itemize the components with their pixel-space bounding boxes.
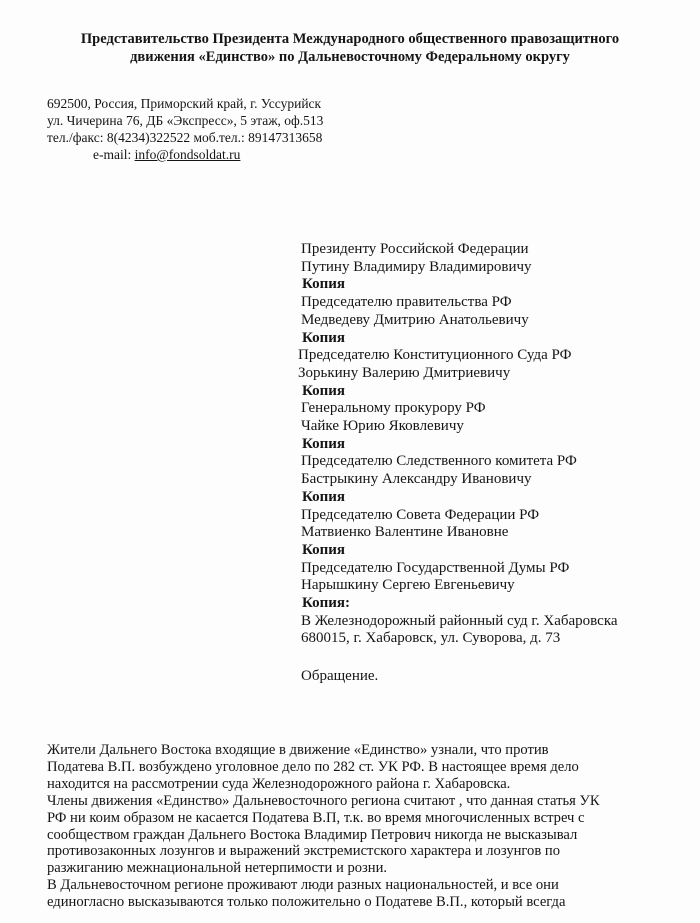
- header-line-2: движения «Единство» по Дальневосточному Федеральному округу: [130, 49, 570, 65]
- recipient-6-line-1: Председателю Совета Федерации РФ: [301, 506, 540, 523]
- recipients-block: [298, 241, 681, 648]
- copy-label-final: Копия:: [302, 595, 351, 612]
- body-line: единогласно высказываются только положительно о Податеве В.П., который всегда: [47, 894, 566, 911]
- email-link[interactable]: info@fondsoldat.ru: [134, 147, 241, 162]
- header-line-1: Представительство Президента Международного общественного правозащитного: [80, 31, 620, 47]
- copy-label: Копия: [302, 276, 346, 293]
- email-label: e-mail:: [93, 147, 135, 162]
- body-line: сообществом граждан Дальнего Востока Владимир Петрович никогда не высказывал: [47, 826, 578, 843]
- recipient-5-line-2: Бастрыкину Александру Ивановичу: [301, 471, 532, 488]
- email-line: [47, 146, 377, 163]
- recipient-3-line-1: Председателю Конституционного Суда РФ: [298, 347, 572, 364]
- body-line: Жители Дальнего Востока входящие в движение «Единство» узнали, что против: [47, 742, 549, 758]
- sender-address: [47, 95, 377, 163]
- document-header: [40, 30, 660, 66]
- body-line: Члены движения «Единство» Дальневосточного региона считают , что данная статья УК: [47, 792, 600, 809]
- address-line-1: 692500, Россия, Приморский край, г. Уссурийск: [47, 96, 322, 111]
- recipient-8-line-1: В Железнодорожный районный суд г. Хабаровска: [301, 612, 618, 629]
- recipient-4-line-2: Чайке Юрию Яковлевичу: [301, 418, 464, 435]
- recipient-8-line-2: 680015, г. Хабаровск, ул. Суворова, д. 73: [301, 630, 561, 647]
- recipient-1-line-2: Путину Владимиру Владимировичу: [301, 258, 532, 275]
- body-line: РФ ни коим образом не касается Податева В.П, т.к. во время многочисленных встреч с: [47, 809, 585, 826]
- copy-label: Копия: [302, 382, 346, 399]
- copy-label: Копия: [302, 541, 346, 558]
- recipient-1-line-1: Президенту Российской Федерации: [301, 241, 529, 257]
- copy-label: Копия: [302, 329, 346, 346]
- address-line-2: ул. Чичерина 76, ДБ «Экспресс», 5 этаж, оф.513: [47, 113, 324, 128]
- body-line: противозаконных лозунгов и выражений экстремистского характера и лозунгов по: [47, 843, 560, 860]
- document-title: Обращение.: [301, 668, 379, 684]
- recipient-4-line-1: Генеральному прокурору РФ: [301, 400, 486, 417]
- recipient-5-line-1: Председателю Следственного комитета РФ: [301, 453, 577, 470]
- body-line: разжиганию межнациональной нетерпимости и розни.: [47, 860, 388, 877]
- copy-label: Копия: [302, 435, 346, 452]
- body-text: [47, 742, 657, 911]
- recipient-3-line-2: Зорькину Валерию Дмитриевичу: [298, 364, 511, 381]
- copy-label: Копия: [302, 488, 346, 505]
- recipient-7-line-1: Председателю Государственной Думы РФ: [301, 559, 570, 576]
- recipient-6-line-2: Матвиенко Валентине Ивановне: [301, 524, 509, 541]
- body-line: находится на рассмотрении суда Железнодорожного района г. Хабаровска.: [47, 775, 511, 792]
- body-line: В Дальневосточном регионе проживают люди разных национальностей, и все они: [47, 877, 559, 894]
- recipient-2-line-1: Председателю правительства РФ: [301, 294, 512, 311]
- recipient-2-line-2: Медведеву Дмитрию Анатольевичу: [301, 311, 529, 328]
- body-line: Податева В.П. возбуждено уголовное дело по 282 ст. УК РФ. В настоящее время дело: [47, 758, 579, 775]
- address-line-3: тел./факс: 8(4234)322522 моб.тел.: 89147313658: [47, 130, 323, 145]
- recipient-7-line-2: Нарышкину Сергею Евгеньевичу: [301, 577, 515, 594]
